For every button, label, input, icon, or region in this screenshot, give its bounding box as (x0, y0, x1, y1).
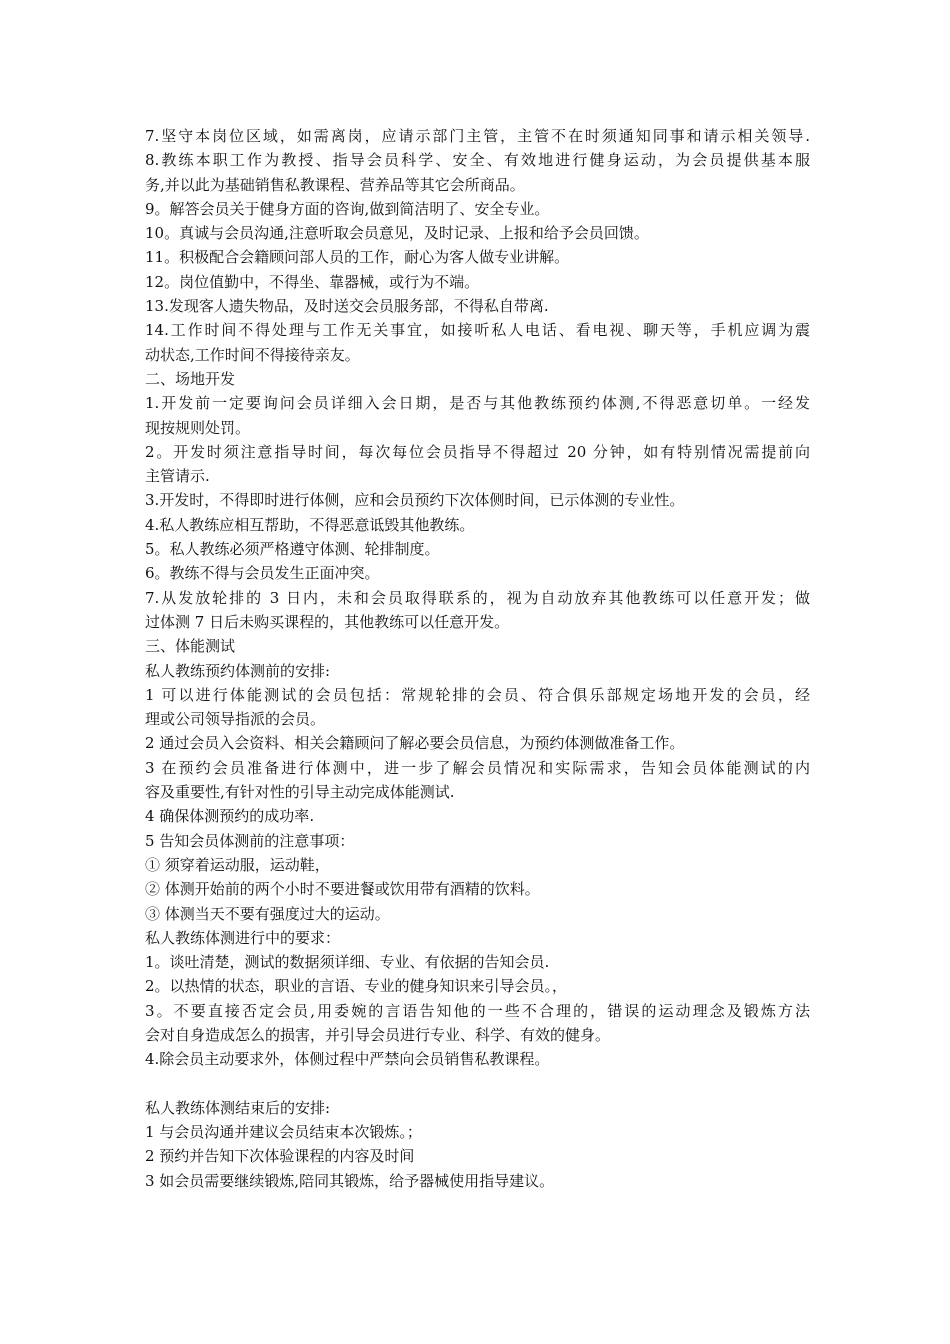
text-line: ② 体测开始前的两个小时不要进餐或饮用带有酒精的饮料。 (145, 880, 540, 899)
text-line: 11。积极配合会籍顾问部人员的工作，耐心为客人做专业讲解。 (145, 248, 570, 267)
text-line: 3 如会员需要继续锻炼,陪同其锻炼，给予器械使用指导建议。 (145, 1171, 555, 1190)
text-line: 三、体能测试 (145, 637, 236, 656)
text-line: 10。真诚与会员沟通,注意听取会员意见，及时记录、上报和给予会员回馈。 (145, 224, 649, 243)
blank-line (145, 1072, 810, 1096)
text-line: 现按规则处罚。 (145, 418, 251, 437)
text-line: 私人教练预约体测前的安排: (145, 661, 331, 680)
text-line: 4 确保体测预约的成功率. (145, 807, 315, 826)
text-line: 2。开发时须注意指导时间，每次每位会员指导不得超过 20 分钟，如有特别情况需提前向 (145, 442, 810, 461)
text-line: 2。以热情的状态，职业的言语、专业的健身知识来引导会员。， (145, 977, 568, 996)
text-line: 1 可以进行体能测试的会员包括：常规轮排的会员、符合俱乐部规定场地开发的会员，经 (145, 685, 810, 704)
text-line: 1。谈吐清楚，测试的数据须详细、专业、有依据的告知会员. (145, 953, 550, 972)
text-line: 会对自身造成怎么的损害，并引导会员进行专业、科学、有效的健身。 (145, 1025, 611, 1044)
text-line: 2 通过会员入会资料、相关会籍顾问了解必要会员信息，为预约体测做准备工作。 (145, 734, 685, 753)
text-line: 3.开发时，不得即时进行体侧，应和会员预约下次体侧时间，已示体测的专业性。 (145, 491, 685, 510)
text-line: 过体测 7 日后未购买课程的，其他教练可以任意开发。 (145, 612, 510, 631)
text-line: 9。解答会员关于健身方面的咨询,做到简洁明了、安全专业。 (145, 199, 550, 218)
text-line: ① 须穿着运动服，运动鞋， (145, 855, 330, 874)
text-line: 主管请示. (145, 467, 210, 486)
text-line: 3 在预约会员准备进行体测中，进一步了解会员情况和实际需求，告知会员体能测试的内 (145, 758, 810, 777)
document-body (145, 124, 810, 1193)
text-line: 理或公司领导指派的会员。 (145, 710, 326, 729)
text-line: 7.坚守本岗位区域，如需离岗，应请示部门主管，主管不在时须通知同事和请示相关领导. (145, 127, 810, 145)
text-line: 7.从发放轮排的 3 日内，未和会员取得联系的，视为自动放弃其他教练可以任意开发；做 (145, 588, 810, 607)
text-line: 2 预约并告知下次体验课程的内容及时间 (145, 1147, 415, 1166)
text-line: 5。私人教练必须严格遵守体测、轮排制度。 (145, 540, 440, 559)
text-line: 6。教练不得与会员发生正面冲突。 (145, 564, 380, 583)
text-line: 14.工作时间不得处理与工作无关事宜，如接听私人电话、看电视、聊天等，手机应调为震 (145, 321, 810, 340)
text-line: 私人教练体测结束后的安排: (145, 1098, 331, 1117)
text-line: 1 与会员沟通并建议会员结束本次锻炼。； (145, 1123, 422, 1142)
text-line: 4.私人教练应相互帮助，不得恶意诋毁其他教练。 (145, 515, 475, 534)
text-line: 8.教练本职工作为教授、指导会员科学、安全、有效地进行健身运动，为会员提供基本服 (145, 151, 810, 170)
text-line: 私人教练体测进行中的要求： (145, 928, 341, 947)
text-line: 二、场地开发 (145, 369, 236, 388)
text-line: 13.发现客人遗失物品，及时送交会员服务部，不得私自带离. (145, 297, 549, 316)
text-line: ③ 体测当天不要有强度过大的运动。 (145, 904, 390, 923)
text-line: 5 告知会员体测前的注意事项： (145, 831, 355, 850)
text-line: 4.除会员主动要求外，体侧过程中严禁向会员销售私教课程。 (145, 1050, 550, 1069)
text-line: 12。岗位值勤中，不得坐、靠器械，或行为不端。 (145, 272, 480, 291)
text-line: 3。不要直接否定会员,用委婉的言语告知他的一些不合理的，错误的运动理念及锻炼方法 (145, 1001, 810, 1020)
text-line: 务,并以此为基础销售私教课程、营养品等其它会所商品。 (145, 175, 525, 194)
text-line: 1.开发前一定要询问会员详细入会日期，是否与其他教练预约体测,不得恶意切单。一经发 (145, 394, 810, 413)
text-line: 容及重要性,有针对性的引导主动完成体能测试. (145, 783, 455, 802)
text-line: 动状态,工作时间不得接待亲友。 (145, 345, 360, 364)
